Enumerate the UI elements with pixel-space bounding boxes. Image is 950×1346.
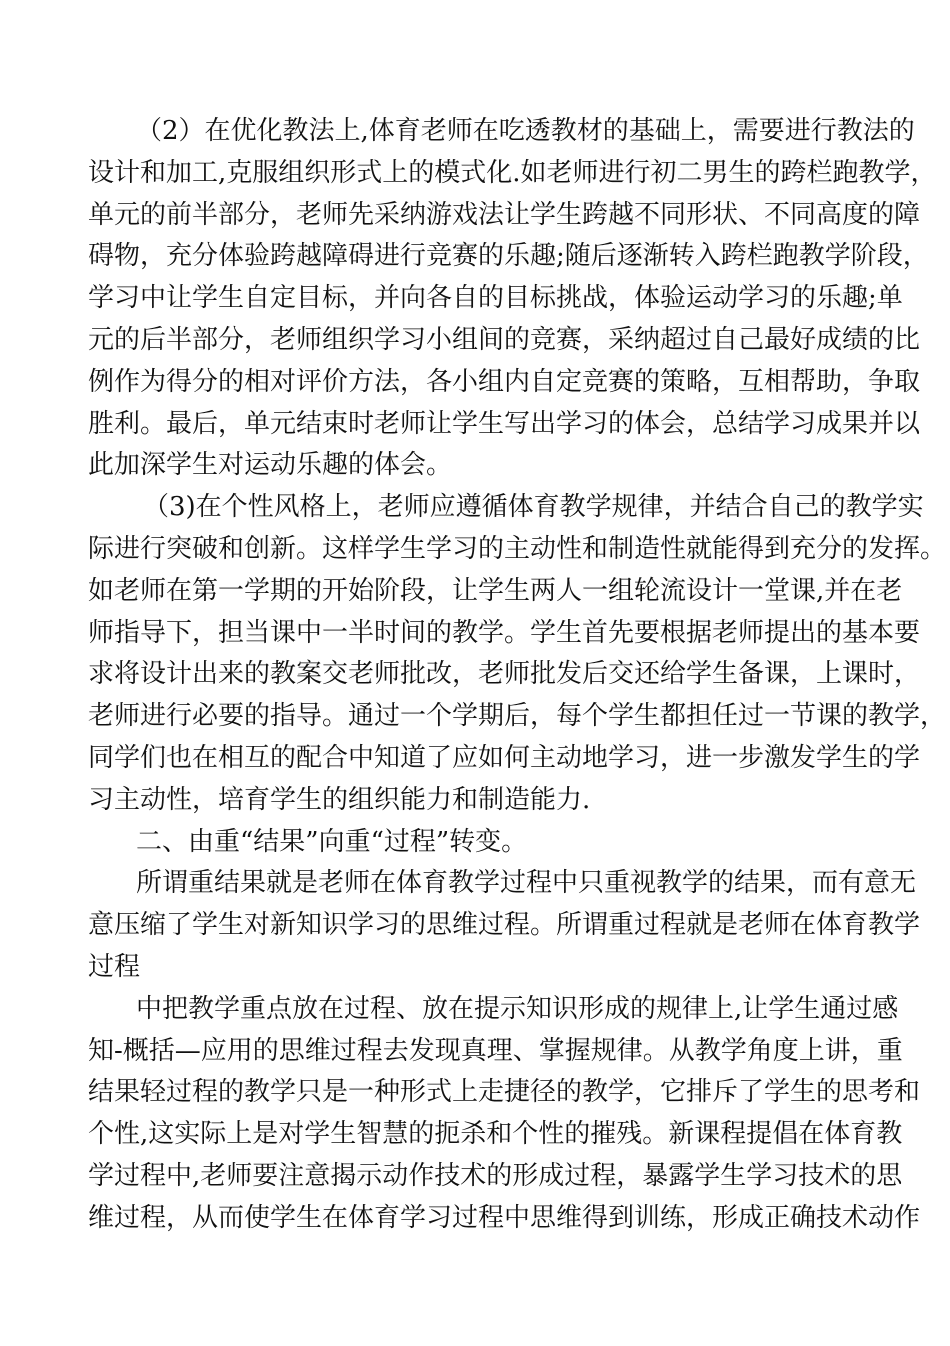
body-text: [88, 111, 947, 1240]
section-heading: 二、由重“结果”向重“过程”转变。: [136, 826, 528, 857]
paragraph-2-line-2: 设计和加工,克服组织形式上的模式化.如老师进行初二男生的跨栏跑教学，: [88, 157, 937, 188]
paragraph-5-line-2: 知-概括—应用的思维过程去发现真理、掌握规律。从教学角度上讲，重: [88, 1035, 903, 1066]
paragraph-4-line-3: 过程: [88, 951, 141, 982]
paragraph-2-line-7: 例作为得分的相对评价方法，各小组内自定竞赛的策略，互相帮助，争取: [88, 366, 921, 397]
paragraph-3-line-2: 际进行突破和创新。这样学生学习的主动性和制造性就能得到充分的发挥。: [88, 533, 947, 564]
paragraph-3-line-5: 求将设计出来的教案交老师批改，老师批发后交还给学生备课，上课时，: [88, 659, 921, 690]
paragraph-2-line-1: （2）在优化教法上,体育老师在吃透教材的基础上，需要进行教法的: [136, 116, 915, 146]
paragraph-4-line-1: 所谓重结果就是老师在体育教学过程中只重视教学的结果，而有意无: [136, 868, 917, 899]
paragraph-5-line-6: 维过程，从而使学生在体育学习过程中思维得到训练，形成正确技术动作: [88, 1202, 921, 1233]
paragraph-2-line-4: 碍物，充分体验跨越障碍进行竞赛的乐趣;随后逐渐转入跨栏跑教学阶段，: [88, 241, 929, 272]
paragraph-2-line-9: 此加深学生对运动乐趣的体会。: [88, 450, 453, 481]
paragraph-2-line-6: 元的后半部分，老师组织学习小组间的竞赛，采纳超过自己最好成绩的比: [88, 324, 921, 355]
paragraph-4-line-2: 意压缩了学生对新知识学习的思维过程。所谓重过程就是老师在体育教学: [88, 910, 921, 941]
paragraph-3-line-1: （3)在个性风格上，老师应遵循体育教学规律，并结合自己的教学实: [143, 492, 924, 523]
paragraph-5-line-3: 结果轻过程的教学只是一种形式上走捷径的教学，它排斥了学生的思考和: [88, 1077, 921, 1108]
paragraph-3-line-4: 师指导下，担当课中一半时间的教学。学生首先要根据老师提出的基本要: [88, 617, 921, 648]
paragraph-3-line-8: 习主动性，培育学生的组织能力和制造能力.: [88, 784, 591, 815]
paragraph-3-line-7: 同学们也在相互的配合中知道了应如何主动地学习，进一步激发学生的学: [88, 742, 921, 773]
paragraph-3-line-6: 老师进行必要的指导。通过一个学期后，每个学生都担任过一节课的教学，: [88, 701, 947, 732]
paragraph-2-line-8: 胜利。最后，单元结束时老师让学生写出学习的体会，总结学习成果并以: [88, 408, 921, 439]
paragraph-3-line-3: 如老师在第一学期的开始阶段，让学生两人一组轮流设计一堂课,并在老: [88, 575, 903, 606]
paragraph-5-line-1: 中把教学重点放在过程、放在提示知识形成的规律上,让学生通过感: [136, 993, 899, 1024]
paragraph-2-line-5: 学习中让学生自定目标，并向各自的目标挑战，体验运动学习的乐趣;单: [88, 283, 903, 314]
paragraph-2-line-3: 单元的前半部分，老师先采纳游戏法让学生跨越不同形状、不同高度的障: [88, 199, 921, 230]
paragraph-5-line-5: 学过程中,老师要注意揭示动作技术的形成过程，暴露学生学习技术的思: [88, 1160, 903, 1191]
paragraph-5-line-4: 个性,这实际上是对学生智慧的扼杀和个性的摧残。新课程提倡在体育教: [88, 1119, 903, 1150]
